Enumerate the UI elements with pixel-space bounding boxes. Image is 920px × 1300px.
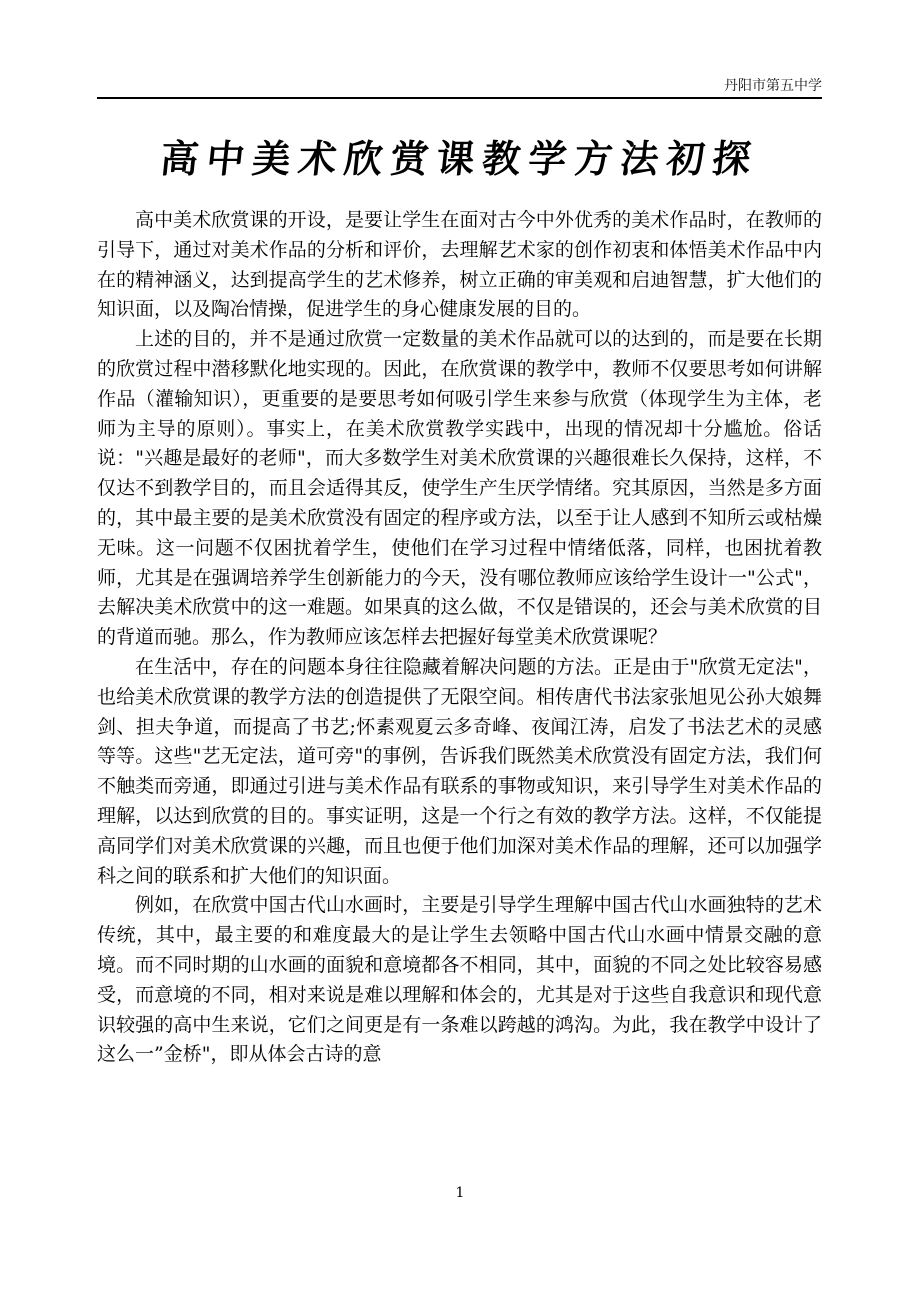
header-divider xyxy=(97,97,822,99)
header-school-name: 丹阳市第五中学 xyxy=(724,78,822,94)
paragraph-3: 在生活中，存在的问题本身往往隐藏着解决问题的方法。正是由于"欣赏无定法"，也给美术欣赏课的教学方法的创造提供了无限空间。相传唐代书法家张旭见公孙大娘舞剑、担夫争道，而提高了书艺;怀素观夏云多奇峰、夜闻江涛，启发了书法艺术的灵感等等。这些"艺无定法，道可旁"的事例，告诉我们既然美术欣赏没有固定方法，我们何不触类而旁通，即通过引进与美术作品有联系的事物或知识，来引导学生对美术作品的理解，以达到欣赏的目的。事实证明，这是一个行之有效的教学方法。这样，不仅能提高同学们对美术欣赏课的兴趣，而且也便于他们加深对美术作品的理解，还可以加强学科之间的联系和扩大他们的知识面。 xyxy=(97,655,822,887)
page-number: 1 xyxy=(455,1185,465,1201)
page-title: 高中美术欣赏课教学方法初探 xyxy=(158,136,761,182)
paragraph-4: 例如，在欣赏中国古代山水画时，主要是引导学生理解中国古代山水画独特的艺术传统，其中，最主要的和难度最大的是让学生去领略中国古代山水画中情景交融的意境。而不同时期的山水画的面貌和意境都各不相同，其中，面貌的不同之处比较容易感受，而意境的不同，相对来说是难以理解和体会的，尤其是对于这些自我意识和现代意识较强的高中生来说，它们之间更是有一条难以跨越的鸿沟。为此，我在教学中设计了这么一”金桥"，即从体会古诗的意 xyxy=(97,894,822,1066)
paragraph-2: 上述的目的，并不是通过欣赏一定数量的美术作品就可以的达到的，而是要在长期的欣赏过程中潜移默化地实现的。因此，在欣赏课的教学中，教师不仅要思考如何讲解作品（灌输知识），更重要的是要思考如何吸引学生来参与欣赏（体现学生为主体，老师为主导的原则）。事实上，在美术欣赏教学实践中，出现的情况却十分尴尬。俗话说："兴趣是最好的老师"，而大多数学生对美术欣赏课的兴趣很难长久保持，这样，不仅达不到教学目的，而且会适得其反，使学生产生厌学情绪。究其原因，当然是多方面的，其中最主要的是美术欣赏没有固定的程序或方法，以至于让人感到不知所云或枯燥无味。这一问题不仅困扰着学生，使他们在学习过程中情绪低落，同样，也困扰着教师，尤其是在强调培养学生创新能力的今天，没有哪位教师应该给学生设计一"公式"，去解决美术欣赏中的这一难题。如果真的这么做，不仅是错误的，还会与美术欣赏的目的背道而驰。那么，作为教师应该怎样去把握好每堂美术欣赏课呢？ xyxy=(97,328,822,649)
paragraph-1: 高中美术欣赏课的开设，是要让学生在面对古今中外优秀的美术作品时，在教师的引导下，通过对美术作品的分析和评价，去理解艺术家的创作初衷和体悟美术作品中内在的精神涵义，达到提高学生的艺术修养，树立正确的审美观和启迪智慧，扩大他们的知识面，以及陶冶情操，促进学生的身心健康发展的目的。 xyxy=(97,209,822,321)
article-body xyxy=(97,206,822,1070)
